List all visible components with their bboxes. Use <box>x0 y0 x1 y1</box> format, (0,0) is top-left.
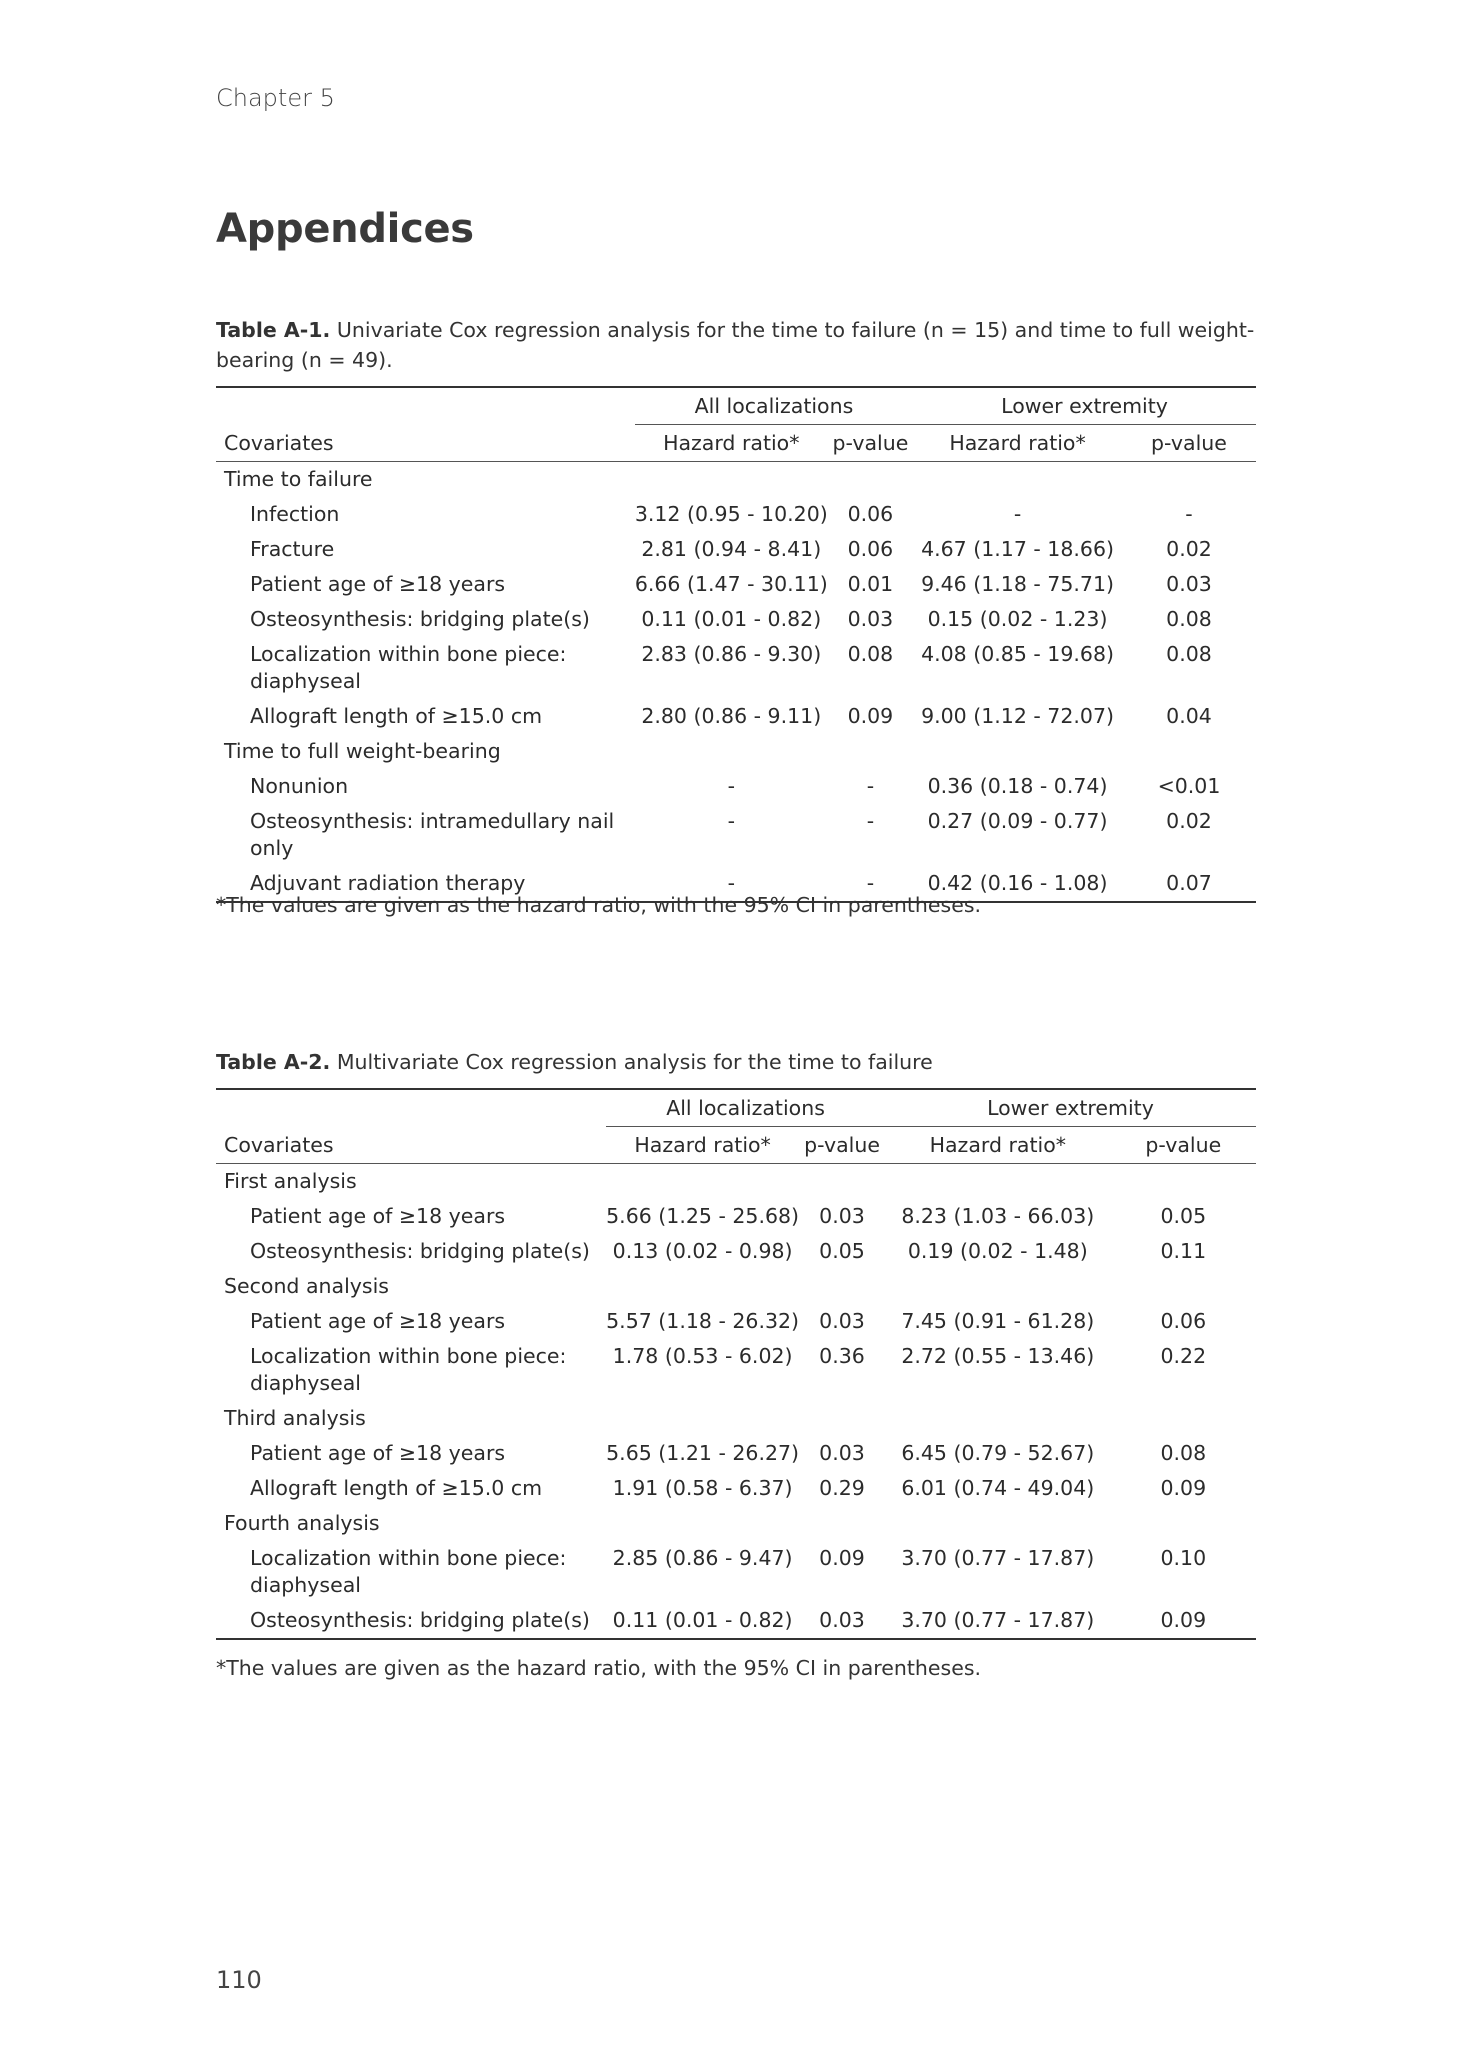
table1-caption-text: Univariate Cox regression analysis for the time to failure (n = 15) and time to full weight-bearing (n = 49). <box>216 318 1255 372</box>
table2 <box>216 1088 1256 1640</box>
hazard-ratio-all: 0.11 (0.01 - 0.82) <box>641 607 822 631</box>
p-value-all: - <box>866 774 875 798</box>
hazard-ratio-lower: 6.01 (0.74 - 49.04) <box>901 1476 1095 1500</box>
covariate-label: Patient age of ≥18 years <box>250 1204 506 1228</box>
covariate-label: Patient age of ≥18 years <box>250 1441 506 1465</box>
p-value-lower: <0.01 <box>1157 774 1221 798</box>
table1-caption <box>216 315 1256 375</box>
chapter-header: Chapter 5 <box>216 84 335 112</box>
table-row <box>216 1199 1256 1234</box>
p-value-all: 0.06 <box>847 502 894 526</box>
hazard-ratio-lower: 0.15 (0.02 - 1.23) <box>927 607 1108 631</box>
table-row <box>216 1541 1256 1603</box>
hazard-ratio-lower: 7.45 (0.91 - 61.28) <box>901 1309 1095 1333</box>
p-value-all: 0.09 <box>847 704 894 728</box>
hazard-ratio-lower: 0.42 (0.16 - 1.08) <box>913 866 1122 902</box>
table-row <box>216 602 1256 637</box>
hazard-ratio-lower: 3.70 (0.77 - 17.87) <box>901 1546 1095 1570</box>
hazard-ratio-all: - <box>635 866 828 902</box>
hazard-ratio-all: 5.65 (1.21 - 26.27) <box>606 1441 800 1465</box>
covariate-label-cont: diaphyseal <box>250 1573 361 1597</box>
table-row <box>216 567 1256 602</box>
section-title: Fourth analysis <box>224 1511 380 1535</box>
p-value-lower: 0.09 <box>1160 1476 1207 1500</box>
hazard-ratio-all: 5.66 (1.25 - 25.68) <box>606 1204 800 1228</box>
column-header: Hazard ratio* <box>885 1127 1111 1164</box>
column-header: Covariates <box>216 425 635 462</box>
covariate-label: Localization within bone piece: <box>250 1344 567 1368</box>
hazard-ratio-lower: 9.00 (1.12 - 72.07) <box>921 704 1114 728</box>
p-value-lower: 0.09 <box>1111 1603 1256 1639</box>
p-value-all: 0.06 <box>847 537 894 561</box>
hazard-ratio-lower: 6.45 (0.79 - 52.67) <box>901 1441 1095 1465</box>
covariate-label: Nonunion <box>250 774 349 798</box>
section-row <box>216 1506 1256 1541</box>
covariate-label: Allograft length of ≥15.0 cm <box>250 704 543 728</box>
hazard-ratio-all: 2.83 (0.86 - 9.30) <box>641 642 822 666</box>
covariate-cell <box>216 699 635 734</box>
table2-footnote: *The values are given as the hazard ratio, with the 95% CI in parentheses. <box>216 1656 982 1680</box>
hazard-ratio-all: 2.81 (0.94 - 8.41) <box>641 537 822 561</box>
covariate-cell <box>216 497 635 532</box>
table1-label: Table A-1. <box>216 318 331 342</box>
column-header: p-value <box>1122 425 1256 462</box>
covariate-label-cont: diaphyseal <box>250 1371 361 1395</box>
section-row <box>216 1164 1256 1200</box>
section-row <box>216 734 1256 769</box>
hazard-ratio-lower: 4.08 (0.85 - 19.68) <box>921 642 1114 666</box>
covariate-label-cont: diaphyseal <box>250 669 361 693</box>
table-row <box>216 1471 1256 1506</box>
section-title: First analysis <box>224 1169 357 1193</box>
covariate-cell <box>216 1541 606 1603</box>
hazard-ratio-all: 2.80 (0.86 - 9.11) <box>641 704 822 728</box>
hazard-ratio-all: 2.85 (0.86 - 9.47) <box>612 1546 793 1570</box>
p-value-lower: 0.04 <box>1166 704 1212 728</box>
column-header-row <box>216 425 1256 462</box>
section-title: Third analysis <box>224 1406 366 1430</box>
section-row <box>216 1401 1256 1436</box>
covariate-label: Infection <box>250 502 340 526</box>
p-value-lower: 0.02 <box>1166 537 1212 561</box>
covariate-label: Patient age of ≥18 years <box>250 1309 506 1333</box>
covariate-label: Osteosynthesis: intramedullary nail only <box>250 809 615 860</box>
table-row <box>216 1603 1256 1639</box>
column-header: p-value <box>799 1127 885 1164</box>
table-row <box>216 1234 1256 1269</box>
p-value-lower: - <box>1185 502 1193 526</box>
section-row <box>216 462 1256 498</box>
covariate-cell <box>216 1436 606 1471</box>
page-title: Appendices <box>216 206 474 252</box>
hazard-ratio-all: 5.57 (1.18 - 26.32) <box>606 1309 800 1333</box>
covariate-label: Allograft length of ≥15.0 cm <box>250 1476 543 1500</box>
group-all-localizations: All localizations <box>635 387 913 425</box>
covariate-label: Patient age of ≥18 years <box>250 572 506 596</box>
covariate-cell <box>216 637 635 699</box>
hazard-ratio-all: 3.12 (0.95 - 10.20) <box>634 502 828 526</box>
p-value-all: 0.03 <box>819 1441 865 1465</box>
covariate-label: Localization within bone piece: <box>250 1546 567 1570</box>
p-value-lower: 0.08 <box>1166 607 1212 631</box>
table-row <box>216 1339 1256 1401</box>
p-value-lower: 0.08 <box>1160 1441 1207 1465</box>
covariate-cell <box>216 1603 606 1639</box>
table-row <box>216 497 1256 532</box>
section-title: Time to full weight-bearing <box>224 739 501 763</box>
p-value-all: - <box>866 809 875 833</box>
covariate-cell <box>216 1234 606 1269</box>
hazard-ratio-all: 6.66 (1.47 - 30.11) <box>634 572 828 596</box>
p-value-lower: 0.06 <box>1160 1309 1207 1333</box>
covariate-cell <box>216 567 635 602</box>
covariate-label: Fracture <box>250 537 335 561</box>
p-value-lower: 0.22 <box>1160 1344 1207 1368</box>
p-value-all: 0.01 <box>847 572 894 596</box>
table1 <box>216 386 1256 903</box>
covariate-label: Localization within bone piece: <box>250 642 567 666</box>
covariate-cell <box>216 1471 606 1506</box>
hazard-ratio-all: - <box>727 809 735 833</box>
hazard-ratio-lower: 0.27 (0.09 - 0.77) <box>927 809 1108 833</box>
covariate-cell <box>216 602 635 637</box>
p-value-all: - <box>828 866 913 902</box>
hazard-ratio-lower: 0.19 (0.02 - 1.48) <box>907 1239 1088 1263</box>
p-value-all: 0.03 <box>819 1204 865 1228</box>
table2-caption <box>216 1047 1256 1077</box>
group-header-row <box>216 387 1256 425</box>
table-row <box>216 699 1256 734</box>
hazard-ratio-lower: 8.23 (1.03 - 66.03) <box>901 1204 1095 1228</box>
p-value-lower: 0.02 <box>1166 809 1212 833</box>
column-header: Hazard ratio* <box>606 1127 799 1164</box>
p-value-all: 0.09 <box>819 1546 865 1570</box>
covariate-label: Osteosynthesis: bridging plate(s) <box>250 1608 590 1632</box>
hazard-ratio-lower: 0.36 (0.18 - 0.74) <box>927 774 1108 798</box>
table-row <box>216 1304 1256 1339</box>
column-header: Hazard ratio* <box>635 425 828 462</box>
p-value-all: 0.03 <box>847 607 894 631</box>
p-value-all: 0.05 <box>819 1239 865 1263</box>
column-header: Hazard ratio* <box>913 425 1122 462</box>
section-title: Second analysis <box>224 1274 389 1298</box>
p-value-lower: 0.05 <box>1160 1204 1207 1228</box>
table1-footnote: *The values are given as the hazard ratio, with the 95% CI in parentheses. <box>216 893 982 917</box>
group-all-localizations: All localizations <box>606 1089 885 1127</box>
covariate-cell <box>216 1199 606 1234</box>
table-row <box>216 1436 1256 1471</box>
page-number: 110 <box>216 1966 262 1994</box>
section-row <box>216 1269 1256 1304</box>
group-lower-extremity: Lower extremity <box>885 1089 1256 1127</box>
column-header: Covariates <box>216 1127 606 1164</box>
p-value-all: 0.03 <box>819 1309 865 1333</box>
covariate-cell <box>216 1339 606 1401</box>
covariate-cell <box>216 1304 606 1339</box>
covariate-label: Adjuvant radiation therapy <box>250 871 526 895</box>
section-title: Time to failure <box>224 467 373 491</box>
hazard-ratio-lower: 9.46 (1.18 - 75.71) <box>921 572 1114 596</box>
hazard-ratio-lower: 4.67 (1.17 - 18.66) <box>921 537 1114 561</box>
covariate-label: Osteosynthesis: bridging plate(s) <box>250 607 590 631</box>
covariate-cell <box>216 532 635 567</box>
hazard-ratio-lower: 2.72 (0.55 - 13.46) <box>901 1344 1095 1368</box>
group-header-row <box>216 1089 1256 1127</box>
p-value-lower: 0.08 <box>1166 642 1212 666</box>
group-lower-extremity: Lower extremity <box>913 387 1256 425</box>
hazard-ratio-all: 1.78 (0.53 - 6.02) <box>612 1344 793 1368</box>
table-row <box>216 769 1256 804</box>
p-value-all: 0.29 <box>819 1476 865 1500</box>
p-value-all: 0.08 <box>847 642 894 666</box>
p-value-all: 0.36 <box>819 1344 865 1368</box>
p-value-lower: 0.07 <box>1122 866 1256 902</box>
hazard-ratio-lower: - <box>1013 502 1022 526</box>
covariate-cell <box>216 769 635 804</box>
p-value-lower: 0.03 <box>1166 572 1212 596</box>
column-header-row <box>216 1127 1256 1164</box>
column-header: p-value <box>1111 1127 1256 1164</box>
hazard-ratio-all: 1.91 (0.58 - 6.37) <box>612 1476 793 1500</box>
table-row <box>216 804 1256 866</box>
covariate-cell <box>216 804 635 866</box>
table-row <box>216 532 1256 567</box>
hazard-ratio-all: - <box>727 774 735 798</box>
p-value-lower: 0.11 <box>1160 1239 1207 1263</box>
covariate-label: Osteosynthesis: bridging plate(s) <box>250 1239 590 1263</box>
table2-caption-text: Multivariate Cox regression analysis for the time to failure <box>336 1050 933 1074</box>
table-row <box>216 637 1256 699</box>
hazard-ratio-lower: 3.70 (0.77 - 17.87) <box>885 1603 1111 1639</box>
p-value-lower: 0.10 <box>1160 1546 1207 1570</box>
hazard-ratio-all: 0.11 (0.01 - 0.82) <box>606 1603 799 1639</box>
p-value-all: 0.03 <box>799 1603 885 1639</box>
table2-label: Table A-2. <box>216 1050 331 1074</box>
column-header: p-value <box>828 425 913 462</box>
hazard-ratio-all: 0.13 (0.02 - 0.98) <box>612 1239 793 1263</box>
